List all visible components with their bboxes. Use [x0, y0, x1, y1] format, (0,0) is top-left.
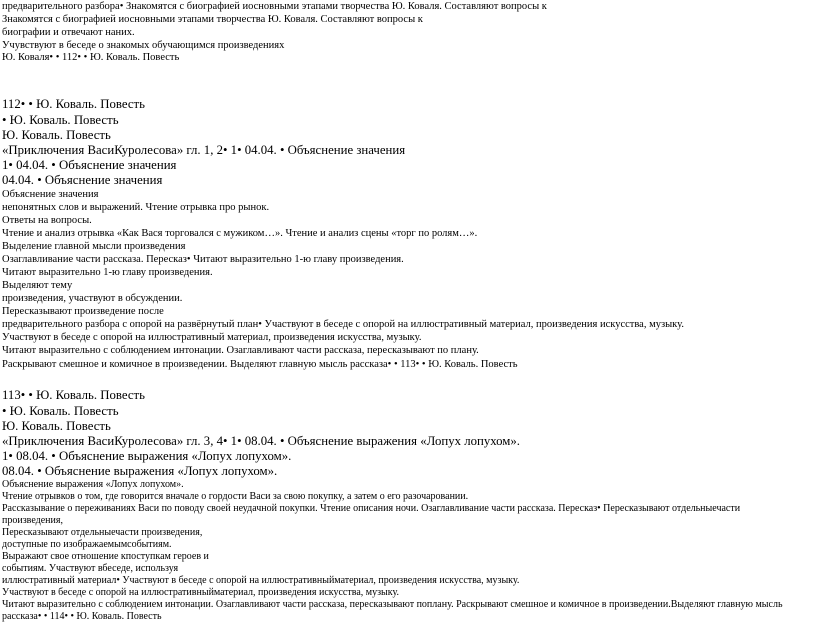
text-line: 1• 04.04. • Объяснение значения [2, 158, 177, 172]
text-line: Участвуют в беседе с опорой на иллюстративный материал, произведения искусства, музыку. [2, 332, 422, 343]
text-line: Объяснение выражения «Лопух лопухом». [2, 479, 184, 490]
text-line: Выделение главной мысли произведения [2, 241, 186, 252]
text-line: Знакомятся с биографией иосновными этапами творчества Ю. Коваля. Составляют вопросы к [2, 14, 423, 25]
text-line: «Приключения ВасиКуролесова» гл. 1, 2• 1• 04.04. • Объяснение значения [2, 143, 406, 157]
text-line: Ю. Коваль. Повесть [2, 128, 111, 142]
text-line: предварительного разбора• Знакомятся с биографией иосновными этапами творчества Ю. Коваля. Составляют вопросы к [2, 1, 547, 12]
text-line: Пересказывают отдельныечасти произведения, [2, 527, 203, 538]
text-line: событиям. Участвуют вбеседе, используя [2, 563, 179, 574]
text-line: • Ю. Коваль. Повесть [2, 113, 119, 127]
text-line: Чтение и анализ отрывка «Как Вася торговался с мужиком…». Чтение и анализ сцены «торг по ролям…». [2, 228, 478, 239]
text-line: Читают выразительно с соблюдением интонации. Озаглавливают части рассказа, пересказывают поплану. Раскрывают смешное и комичное в произведении.Выделяют главную мысль [2, 599, 783, 610]
text-line: Объяснение значения [2, 189, 99, 200]
text-line: доступные по изображаемымсобытиям. [2, 539, 172, 550]
text-line: Выражают свое отношение кпоступкам героев и [2, 551, 209, 562]
text-line: Пересказывают произведение после [2, 306, 164, 317]
text-line: Участвуют в беседе с опорой на иллюстративныйматериал, произведения искусства, музыку. [2, 587, 399, 598]
text-line: непонятных слов и выражений. Чтение отрывка про рынок. [2, 202, 270, 213]
text-line: • Ю. Коваль. Повесть [2, 404, 119, 418]
text-line: иллюстративный материал• Участвуют в беседе с опорой на иллюстративныйматериал, произведения искусства, музыку. [2, 575, 520, 586]
text-line: 08.04. • Объяснение выражения «Лопух лопухом». [2, 464, 278, 478]
text-line: Выделяют тему [2, 280, 73, 291]
text-line: 113• • Ю. Коваль. Повесть [2, 388, 145, 402]
text-line: Ответы на вопросы. [2, 215, 92, 226]
text-line: 04.04. • Объяснение значения [2, 173, 163, 187]
text-line: произведения, [2, 515, 63, 526]
text-line: Ю. Коваля• • 112• • Ю. Коваль. Повесть [2, 52, 180, 63]
text-line-overflow: рассказа• • 114• • Ю. Коваль. Повесть [2, 611, 162, 622]
text-line: «Приключения ВасиКуролесова» гл. 3, 4• 1• 08.04. • Объяснение выражения «Лопух лопухом». [2, 434, 520, 448]
text-line: произведения, участвуют в обсуждении. [2, 293, 183, 304]
text-line: Раскрывают смешное и комичное в произведении. Выделяют главную мысль рассказа• • 113• • Ю. Коваль. Повесть [2, 359, 518, 370]
text-line: Рассказывание о переживаниях Васи по поводу своей неудачной покупки. Чтение описания ночи. Озаглавливание части рассказа. Пересказ• Пересказывают отдельныечасти [2, 503, 741, 514]
text-line: Чтение отрывков о том, где говорится вначале о гордости Васи за свою покупку, а затем о его разочаровании. [2, 491, 469, 502]
text-line: Озаглавливание части рассказа. Пересказ• Читают выразительно 1-ю главу произведения. [2, 254, 404, 265]
text-line: Читают выразительно с соблюдением интонации. Озаглавливают части рассказа, пересказывают по плану. [2, 345, 479, 356]
text-line: Учувствуют в беседе о знакомых обучающимся произведениях [2, 40, 285, 51]
text-line: биографии и отвечают наних. [2, 27, 135, 38]
text-line: 1• 08.04. • Объяснение выражения «Лопух лопухом». [2, 449, 292, 463]
text-line: предварительного разбора с опорой на развёрнутый план• Участвуют в беседе с опорой на иллюстративный материал, произведения искусства, музыку. [2, 319, 684, 330]
text-line: Читают выразительно 1-ю главу произведения. [2, 267, 213, 278]
text-line: 112• • Ю. Коваль. Повесть [2, 97, 145, 111]
text-line: Ю. Коваль. Повесть [2, 419, 111, 433]
